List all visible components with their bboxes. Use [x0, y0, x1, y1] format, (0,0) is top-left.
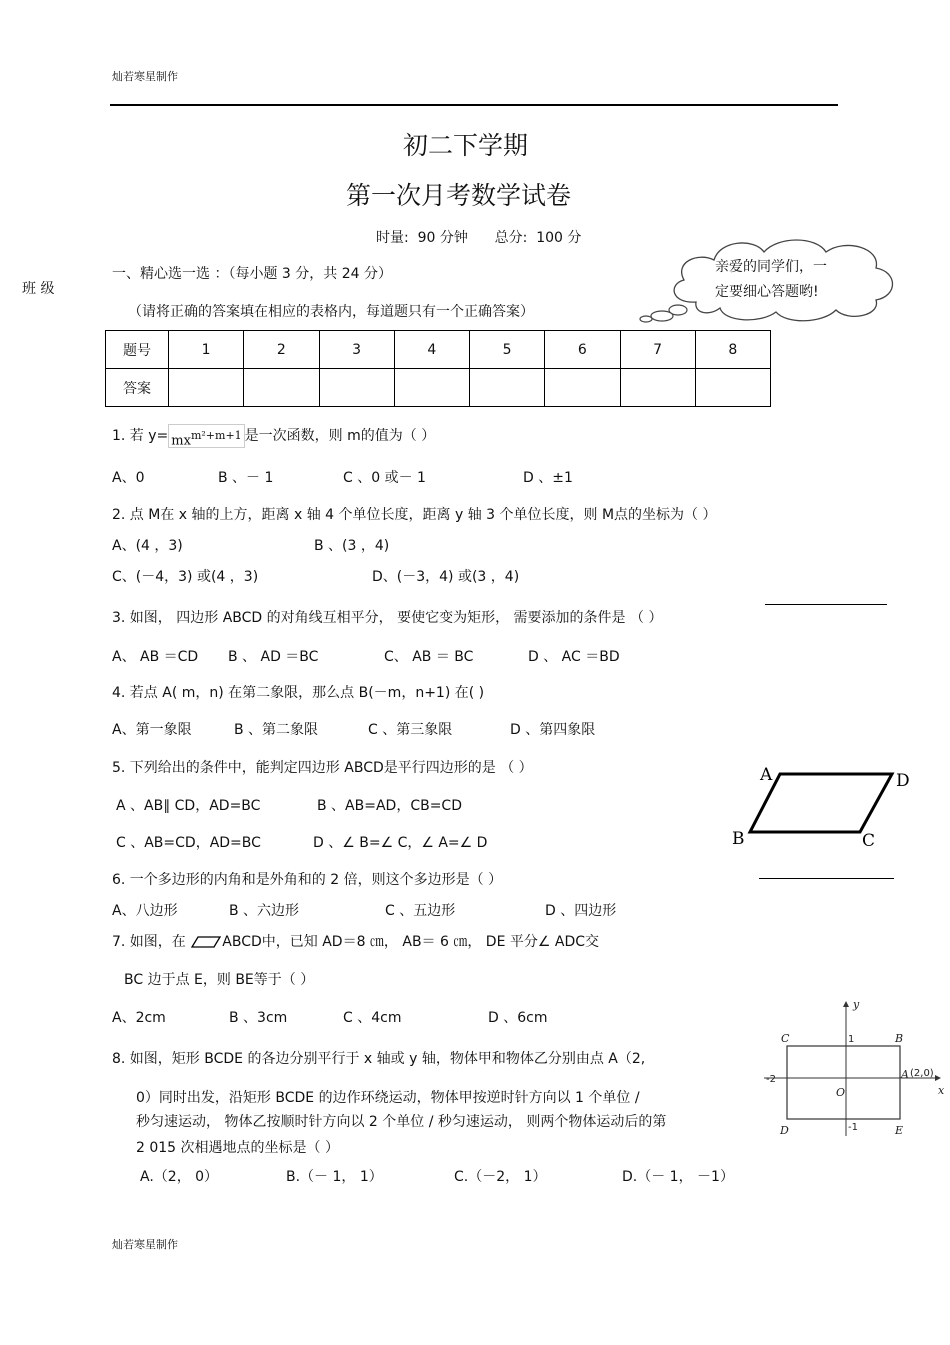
q2-option-a: A、(4 ，3)	[112, 538, 183, 554]
q6-option-a: A、八边形	[112, 903, 178, 919]
label-e: E	[895, 1124, 904, 1137]
answer-table-num: 6	[545, 331, 620, 369]
answer-cell[interactable]	[394, 369, 469, 407]
answer-table-header-row	[106, 331, 771, 369]
header-rule	[110, 104, 838, 106]
tick-minus-1: -1	[848, 1122, 858, 1133]
q7-option-a: A、2cm	[112, 1010, 166, 1026]
tick-1: 1	[848, 1034, 855, 1045]
parallelogram-label-c: C	[862, 831, 876, 851]
answer-table-answer-label: 答案	[106, 369, 169, 407]
title-line1: 初二下学期	[403, 131, 529, 160]
q1-option-a: A、0	[112, 470, 145, 486]
question-1-stem	[112, 424, 435, 448]
question-8-line3: 秒匀速运动， 物体乙按顺时针方向以 2 个单位 / 秒匀速运动， 则两个物体运动后的第	[136, 1114, 667, 1130]
q2-option-b: B 、(3 ，4)	[314, 538, 390, 554]
answer-table-num: 5	[470, 331, 545, 369]
q1-option-c: C 、0 或－ 1	[343, 470, 426, 486]
q4-option-d: D 、第四象限	[510, 722, 596, 738]
label-o: O	[836, 1086, 846, 1099]
q8-option-a: A.（2， 0）	[140, 1169, 219, 1185]
q5-option-b: B 、AB=AD，CB=CD	[317, 798, 462, 814]
q8-option-b: B.（－ 1， 1）	[286, 1169, 383, 1185]
time-value: 90 分钟	[417, 230, 468, 246]
label-a: A	[901, 1068, 909, 1081]
q7-option-d: D 、6cm	[488, 1010, 548, 1026]
question-3-stem: 3. 如图， 四边形 ABCD 的对角线互相平分， 要使它变为矩形， 需要添加的条件是 （ ）	[112, 610, 663, 626]
answer-cell[interactable]	[545, 369, 620, 407]
answer-cell[interactable]	[244, 369, 319, 407]
title-line2: 第一次月考数学试卷	[346, 181, 572, 210]
q4-option-c: C 、第三象限	[368, 722, 453, 738]
answer-table-num: 8	[695, 331, 770, 369]
q1-stem-post: 是一次函数，则 m的值为（ ）	[244, 428, 436, 444]
parallelogram-symbol-icon	[190, 935, 222, 949]
thought-cloud	[636, 232, 906, 324]
q7-stem-post: ABCD中，已知 AD＝8 ㎝， AB＝ 6 ㎝， DE 平分∠ ADC交	[222, 934, 600, 950]
label-y: y	[853, 998, 860, 1011]
answer-table-num: 4	[394, 331, 469, 369]
q1-stem-pre: 1. 若 y=	[112, 428, 169, 444]
question-8-line4: 2 015 次相遇地点的坐标是（ ）	[136, 1140, 339, 1156]
cloud-line1: 亲爱的同学们，一	[715, 259, 827, 275]
question-8-line1: 8. 如图，矩形 BCDE 的各边分别平行于 x 轴或 y 轴，物体甲和物体乙分别由点 A（2,	[112, 1051, 646, 1067]
q1-formula	[168, 424, 244, 448]
label-c: C	[781, 1032, 790, 1045]
time-label: 时量:	[376, 230, 409, 246]
label-x: x	[938, 1084, 945, 1097]
q1-option-d: D 、±1	[523, 470, 573, 486]
question-8-line2: 0）同时出发，沿矩形 BCDE 的边作环绕运动，物体甲按逆时针方向以 1 个单位 /	[136, 1090, 640, 1106]
answer-table-num: 2	[244, 331, 319, 369]
answer-cell[interactable]	[470, 369, 545, 407]
answer-table-answer-row	[106, 369, 771, 407]
parallelogram-figure	[728, 762, 918, 854]
q3-blank-line	[765, 604, 887, 605]
q5-blank-line	[759, 878, 894, 879]
q7-stem-pre: 7. 如图，在	[112, 934, 186, 950]
header-maker: 灿若寒星制作	[112, 70, 178, 83]
class-label: 班 级	[22, 281, 55, 297]
question-5-stem: 5. 下列给出的条件中，能判定四边形 ABCD是平行四边形的是 （ ）	[112, 760, 533, 776]
question-7-line2: BC 边于点 E，则 BE等于（ ）	[124, 972, 315, 988]
q2-option-d: D、(－3，4) 或(3 ，4)	[372, 569, 520, 585]
rectangle-coordinate-figure	[760, 996, 948, 1142]
rectangle-bcde	[787, 1046, 900, 1119]
question-2-stem: 2. 点 M在 x 轴的上方，距离 x 轴 4 个单位长度，距离 y 轴 3 个单位长度，则 M点的坐标为（ ）	[112, 507, 717, 523]
label-a-coord: (2,0)	[910, 1068, 934, 1079]
q4-option-b: B 、第二象限	[234, 722, 319, 738]
cloud-line2: 定要细心答题哟!	[715, 284, 819, 300]
q5-option-a: A 、AB∥ CD，AD=BC	[116, 798, 261, 814]
q6-option-c: C 、五边形	[385, 903, 456, 919]
q1-formula-base: mx	[171, 433, 191, 449]
q8-option-d: D.（－ 1， －1）	[622, 1169, 734, 1185]
q3-option-b: B 、 AD ＝BC	[228, 649, 319, 665]
q3-option-d: D 、 AC ＝BD	[528, 649, 620, 665]
answer-table-num: 3	[319, 331, 394, 369]
tick-minus-2: -2	[766, 1074, 776, 1085]
q1-option-b: B 、－ 1	[218, 470, 274, 486]
answer-table	[105, 330, 771, 407]
label-d: D	[780, 1124, 789, 1137]
question-7-stem	[112, 931, 599, 951]
section1-instruction: （请将正确的答案填在相应的表格内，每道题只有一个正确答案）	[128, 304, 534, 320]
total-value: 100 分	[536, 230, 582, 246]
q7-option-c: C 、4cm	[343, 1010, 402, 1026]
q2-option-c: C、(－4，3) 或(4 ，3)	[112, 569, 259, 585]
q1-formula-exp: m²+m+1	[190, 429, 242, 442]
answer-cell[interactable]	[695, 369, 770, 407]
answer-cell[interactable]	[169, 369, 244, 407]
question-6-stem: 6. 一个多边形的内角和是外角和的 2 倍，则这个多边形是（ ）	[112, 872, 503, 888]
parallelogram-label-d: D	[896, 771, 910, 791]
answer-table-num: 7	[620, 331, 695, 369]
q5-option-c: C 、AB=CD，AD=BC	[116, 835, 261, 851]
q6-option-d: D 、四边形	[545, 903, 617, 919]
parallelogram-label-a: A	[760, 765, 773, 785]
q5-option-d: D 、∠ B=∠ C，∠ A=∠ D	[313, 835, 488, 851]
q7-option-b: B 、3cm	[229, 1010, 288, 1026]
question-4-stem: 4. 若点 A( m，n) 在第二象限，那么点 B(－m，n+1) 在( )	[112, 685, 485, 701]
q3-option-c: C、 AB ＝ BC	[384, 649, 474, 665]
parallelogram-label-b: B	[732, 829, 745, 849]
label-b: B	[895, 1032, 904, 1045]
section1-heading: 一、精心选一选 ：（每小题 3 分，共 24 分）	[112, 266, 392, 282]
answer-table-num: 1	[169, 331, 244, 369]
total-label: 总分:	[494, 230, 528, 246]
answer-cell[interactable]	[319, 369, 394, 407]
q3-option-a: A、 AB ＝CD	[112, 649, 199, 665]
q8-option-c: C.（－2， 1）	[454, 1169, 547, 1185]
q4-option-a: A、第一象限	[112, 722, 192, 738]
footer-maker: 灿若寒星制作	[112, 1238, 178, 1251]
exam-info	[376, 227, 581, 247]
answer-cell[interactable]	[620, 369, 695, 407]
answer-table-header-label: 题号	[106, 331, 169, 369]
q6-option-b: B 、六边形	[229, 903, 300, 919]
